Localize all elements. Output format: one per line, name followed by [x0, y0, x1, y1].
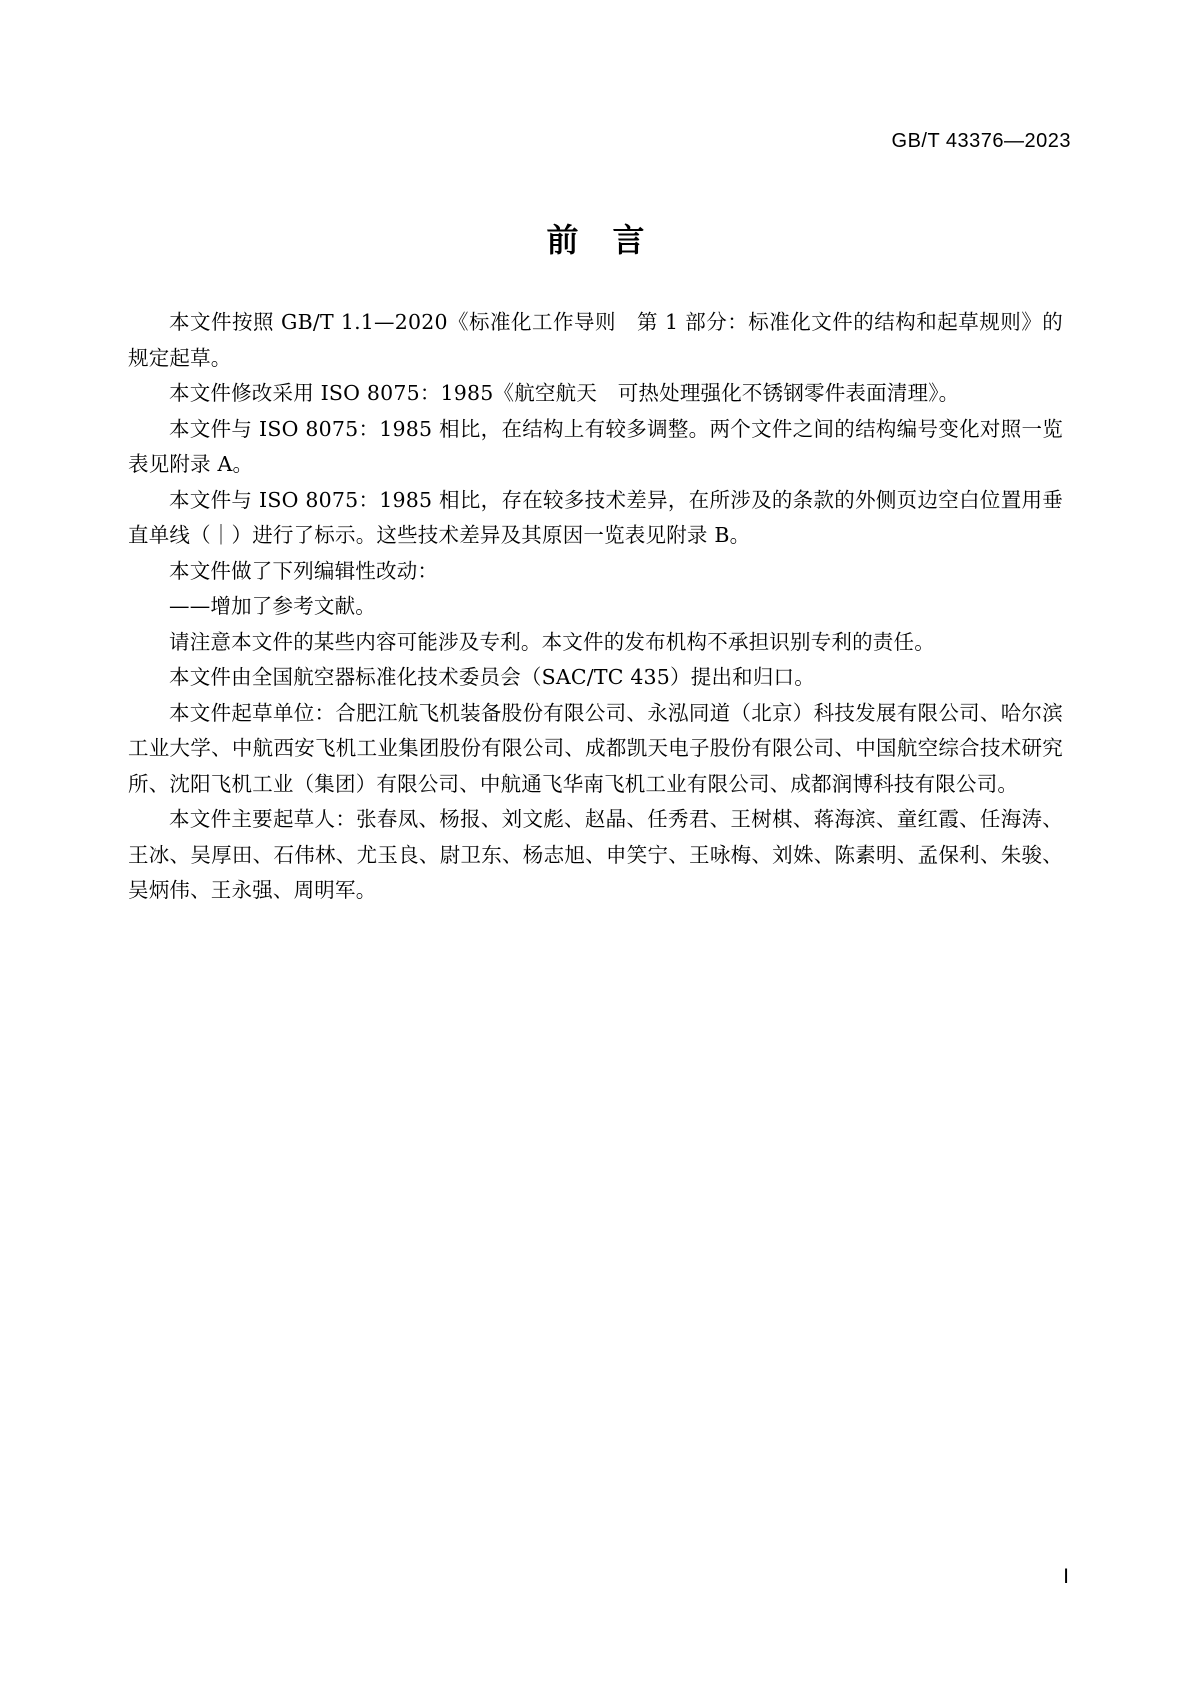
- paragraph: 请注意本文件的某些内容可能涉及专利。本文件的发布机构不承担识别专利的责任。: [169, 629, 935, 654]
- list-item: ——增加了参考文献。: [169, 594, 376, 618]
- page-header-standard-number: GB/T 43376—2023: [891, 130, 1071, 152]
- page-number: Ⅰ: [1063, 1566, 1069, 1588]
- paragraph: 本文件按照 GB/T 1.1—2020《标准化工作导则 第 1 部分：标准化文件的结构和起草规则》的规定起草。: [128, 310, 1063, 370]
- paragraph: 本文件与 ISO 8075：1985 相比，在结构上有较多调整。两个文件之间的结构编号变化对照一览表见附录 A。: [128, 416, 1063, 476]
- paragraph: 本文件做了下列编辑性改动：: [169, 558, 439, 583]
- foreword-body: [128, 305, 1063, 909]
- paragraph: 本文件起草单位：合肥江航飞机装备股份有限公司、永泓同道（北京）科技发展有限公司、哈尔滨工业大学、中航西安飞机工业集团股份有限公司、成都凯天电子股份有限公司、中国航空综合技术研究所、沈阳飞机工业（集团）有限公司、中航通飞华南飞机工业有限公司、成都润博科技有限公司。: [128, 700, 1063, 796]
- paragraph: 本文件由全国航空器标准化技术委员会（SAC/TC 435）提出和归口。: [169, 665, 815, 689]
- paragraph: 本文件与 ISO 8075：1985 相比，存在较多技术差异，在所涉及的条款的外侧页边空白位置用垂直单线（｜）进行了标示。这些技术差异及其原因一览表见附录 B。: [128, 487, 1063, 547]
- paragraph: 本文件修改采用 ISO 8075：1985《航空航天 可热处理强化不锈钢零件表面清理》。: [169, 381, 960, 405]
- page-title: 前言: [546, 221, 679, 259]
- paragraph: 本文件主要起草人：张春凤、杨报、刘文彪、赵晶、任秀君、王树棋、蒋海滨、童红霞、任海涛、王冰、吴厚田、石伟林、尤玉良、尉卫东、杨志旭、申笑宁、王咏梅、刘姝、陈素明、孟保利、朱骏、吴炳伟、王永强、周明军。: [128, 807, 1063, 902]
